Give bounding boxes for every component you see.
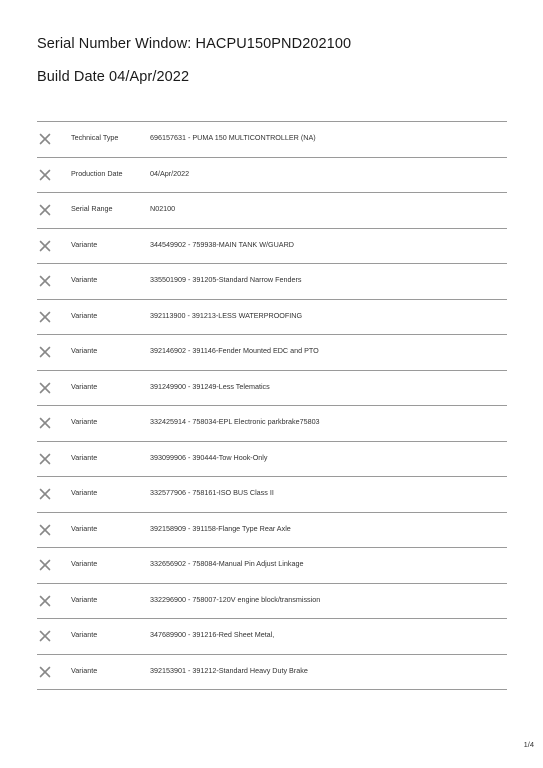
row-label: Variante bbox=[71, 346, 98, 355]
row-label: Variante bbox=[71, 417, 98, 426]
close-icon[interactable] bbox=[39, 453, 51, 465]
row-label: Variante bbox=[71, 310, 98, 320]
close-icon[interactable] bbox=[39, 346, 51, 358]
row-label: Variante bbox=[71, 559, 98, 568]
page-title: Serial Number Window: HACPU150PND202100 bbox=[37, 36, 352, 52]
row-label: Variante bbox=[71, 488, 98, 497]
row-label: Serial Range bbox=[71, 204, 113, 213]
table-row bbox=[37, 619, 507, 655]
spec-table bbox=[37, 121, 507, 690]
close-icon[interactable] bbox=[39, 311, 51, 323]
table-row bbox=[37, 477, 507, 513]
row-value: 335501909 - 391205-Standard Narrow Fenders bbox=[150, 275, 302, 284]
close-icon[interactable] bbox=[39, 559, 51, 571]
row-value: 392146902 - 391146-Fender Mounted EDC and PTO bbox=[150, 346, 319, 355]
row-value: 392153901 - 391212-Standard Heavy Duty Brake bbox=[150, 665, 308, 675]
row-label: Variante bbox=[71, 452, 98, 462]
close-icon[interactable] bbox=[39, 275, 51, 287]
table-row bbox=[37, 442, 507, 478]
close-icon[interactable] bbox=[39, 240, 51, 252]
row-label: Variante bbox=[71, 665, 98, 675]
row-value: 04/Apr/2022 bbox=[150, 168, 190, 178]
table-row bbox=[37, 655, 507, 691]
table-row bbox=[37, 264, 507, 300]
row-value: 332577906 - 758161-ISO BUS Class II bbox=[150, 488, 274, 497]
row-label: Production Date bbox=[71, 168, 123, 178]
close-icon[interactable] bbox=[39, 169, 51, 181]
close-icon[interactable] bbox=[39, 630, 51, 642]
table-row bbox=[37, 513, 507, 549]
table-row bbox=[37, 406, 507, 442]
row-label: Variante bbox=[71, 523, 98, 533]
close-icon[interactable] bbox=[39, 666, 51, 678]
row-label: Variante bbox=[71, 630, 98, 639]
close-icon[interactable] bbox=[39, 417, 51, 429]
row-value: 344549902 - 759938-MAIN TANK W/GUARD bbox=[150, 239, 294, 249]
row-value: 332425914 - 758034-EPL Electronic parkbrake75803 bbox=[150, 417, 320, 426]
close-icon[interactable] bbox=[39, 382, 51, 394]
row-value: 391249900 - 391249-Less Telematics bbox=[150, 381, 270, 391]
close-icon[interactable] bbox=[39, 595, 51, 607]
row-label: Technical Type bbox=[71, 133, 119, 142]
table-row bbox=[37, 229, 507, 265]
page-number: 1/4 bbox=[523, 740, 534, 749]
row-value: 696157631 - PUMA 150 MULTICONTROLLER (NA) bbox=[150, 133, 316, 142]
close-icon[interactable] bbox=[39, 204, 51, 216]
table-row bbox=[37, 158, 507, 194]
table-row bbox=[37, 300, 507, 336]
row-value: 392113900 - 391213-LESS WATERPROOFING bbox=[150, 310, 303, 320]
table-row bbox=[37, 548, 507, 584]
row-value: 332296900 - 758007-120V engine block/transmission bbox=[150, 594, 321, 604]
row-value: 347689900 - 391216-Red Sheet Metal, bbox=[150, 630, 275, 639]
row-label: Variante bbox=[71, 381, 98, 391]
row-value: 393099906 - 390444-Tow Hook-Only bbox=[150, 452, 268, 462]
build-date-heading: Build Date 04/Apr/2022 bbox=[37, 69, 190, 85]
row-label: Variante bbox=[71, 594, 98, 604]
row-label: Variante bbox=[71, 275, 98, 284]
row-value: 392158909 - 391158-Flange Type Rear Axle bbox=[150, 523, 291, 533]
row-label: Variante bbox=[71, 239, 98, 249]
table-row bbox=[37, 371, 507, 407]
row-value: N02100 bbox=[150, 204, 176, 213]
table-row bbox=[37, 193, 507, 229]
close-icon[interactable] bbox=[39, 524, 51, 536]
table-row bbox=[37, 335, 507, 371]
table-row bbox=[37, 122, 507, 158]
close-icon[interactable] bbox=[39, 488, 51, 500]
row-value: 332656902 - 758084-Manual Pin Adjust Linkage bbox=[150, 559, 304, 568]
table-row bbox=[37, 584, 507, 620]
close-icon[interactable] bbox=[39, 133, 51, 145]
